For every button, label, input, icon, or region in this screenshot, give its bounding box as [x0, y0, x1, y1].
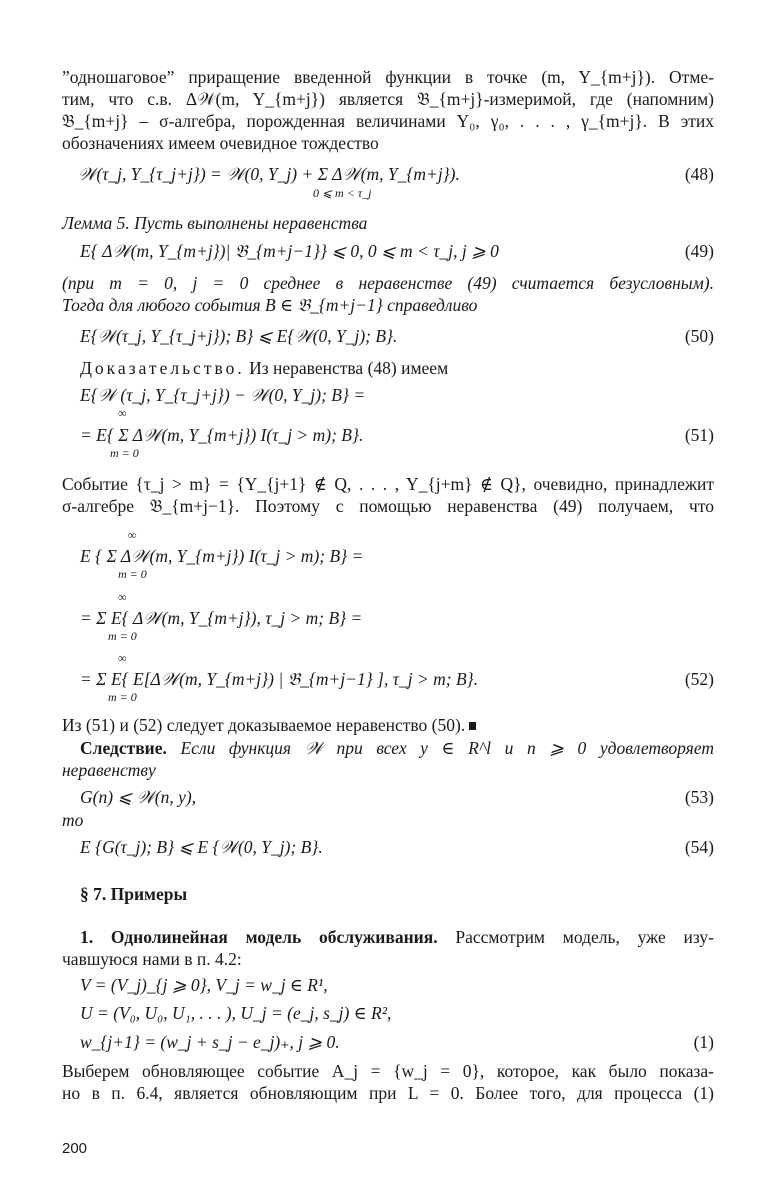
lemma-heading: Лемма 5. Пусть выполнены неравенства: [62, 213, 368, 233]
text-line: но в п. 6.4, является обновляющим при L = 0. Более того, для процесса (1): [62, 1083, 714, 1103]
formula-53: G(n) ⩽ 𝒲(n, y),: [80, 787, 197, 807]
equation-number: (50): [684, 326, 714, 346]
section-heading: § 7. Примеры: [80, 884, 188, 904]
equation-number: (53): [684, 787, 714, 807]
formula-52-line1: E { Σ Δ𝒲(m, Y_{m+j}) I(τ_j > m); B} =: [80, 546, 364, 566]
sum-lower-limit: m = 0: [118, 567, 147, 581]
example-title: 1. Однолинейная модель обслуживания.: [80, 927, 438, 947]
text-line: обозначениях имеем очевидное тождество: [62, 133, 379, 153]
text-line: то: [62, 810, 84, 830]
text-line: Событие {τ_j > m} = {Y_{j+1} ∉ Q, . . . , Y_{j+m} ∉ Q}, очевидно, принадлежит: [62, 474, 714, 494]
sum-lower-limit: 0 ⩽ m < τ_j: [313, 186, 372, 200]
sum-upper-limit: ∞: [118, 651, 127, 665]
formula-48: 𝒲(τ_j, Y_{τ_j+j}) = 𝒲(0, Y_j) + Σ Δ𝒲(m, Y_{m+j}).: [78, 164, 460, 184]
equation-number: (54): [684, 837, 714, 857]
text-line: ”одношаговое” приращение введенной функции в точке (m, Y_{m+j}). Отме-: [62, 67, 714, 87]
sum-lower-limit: m = 0: [108, 690, 137, 704]
equation-number: (48): [684, 164, 714, 184]
text-line: Тогда для любого события B ∈ 𝔅_{m+j−1} справедливо: [62, 295, 478, 315]
equation-number: (51): [684, 425, 714, 445]
equation-number: (52): [684, 669, 714, 689]
formula-52-line2: = Σ E{ Δ𝒲(m, Y_{m+j}), τ_j > m; B} =: [80, 608, 363, 628]
formula-54: E {G(τ_j); B} ⩽ E {𝒲(0, Y_j); B}.: [80, 837, 323, 857]
sum-lower-limit: m = 0: [110, 446, 139, 460]
text-line: [62, 714, 476, 736]
formula-51-top: E{𝒲 (τ_j, Y_{τ_j+j}) − 𝒲(0, Y_j); B} =: [80, 385, 366, 405]
qed-square-icon: [469, 722, 476, 730]
text-line: (при m = 0, j = 0 среднее в неравенстве (49) считается безусловным).: [62, 273, 714, 293]
conclusion-text: Из (51) и (52) следует доказываемое неравенство (50).: [62, 715, 466, 735]
formula-50: E{𝒲(τ_j, Y_{τ_j+j}); B} ⩽ E{𝒲(0, Y_j); B}.: [80, 326, 398, 346]
corollary-text: Если функция 𝒲 при всех y ∈ R^l и n ⩾ 0 удовлетворяет: [166, 738, 714, 758]
formula-1: w_{j+1} = (w_j + s_j − e_j)₊, j ⩾ 0.: [80, 1032, 340, 1052]
formula-52-line3: = Σ E{ E[Δ𝒲(m, Y_{m+j}) | 𝔅_{m+j−1} ], τ_j > m; B}.: [80, 669, 479, 689]
text-line: тим, что с.в. Δ𝒲(m, Y_{m+j}) является 𝔅_{m+j}-измеримой, где (напомним): [62, 89, 714, 109]
sum-upper-limit: ∞: [118, 590, 127, 604]
page-number: 200: [62, 1140, 88, 1157]
proof-text: Из неравенства (48) имеем: [244, 358, 449, 378]
example-text: Рассмотрим модель, уже изу-: [437, 927, 714, 947]
sum-upper-limit: ∞: [118, 406, 127, 420]
formula-model-U: U = (V₀, U₀, U₁, . . . ), U_j = (e_j, s_j) ∈ R²,: [80, 1003, 392, 1023]
text-line: неравенству: [62, 760, 156, 780]
corollary-line: [80, 737, 714, 759]
proof-label: Доказательство.: [80, 358, 245, 378]
formula-49: E{ Δ𝒲(m, Y_{m+j})| 𝔅_{m+j−1}} ⩽ 0, 0 ⩽ m < τ_j, j ⩾ 0: [80, 241, 499, 261]
paragraph-line: [80, 926, 714, 948]
sum-lower-limit: m = 0: [108, 629, 137, 643]
text-line: Выберем обновляющее событие A_j = {w_j = 0}, которое, как было показа-: [62, 1061, 714, 1081]
formula-51: = E{ Σ Δ𝒲(m, Y_{m+j}) I(τ_j > m); B}.: [80, 425, 364, 445]
sum-upper-limit: ∞: [128, 528, 137, 542]
text-line: чавшуюся нами в п. 4.2:: [62, 949, 242, 969]
proof-line: [80, 357, 448, 379]
corollary-label: Следствие.: [80, 738, 167, 758]
text-line: 𝔅_{m+j} – σ-алгебра, порожденная величинами Y₀, γ₀, . . . , γ_{m+j}. В этих: [62, 111, 714, 131]
formula-model-V: V = (V_j)_{j ⩾ 0}, V_j = w_j ∈ R¹,: [80, 975, 328, 995]
text-line: σ-алгебре 𝔅_{m+j−1}. Поэтому с помощью неравенства (49) получаем, что: [62, 496, 714, 516]
equation-number: (1): [693, 1032, 714, 1052]
equation-number: (49): [684, 241, 714, 261]
